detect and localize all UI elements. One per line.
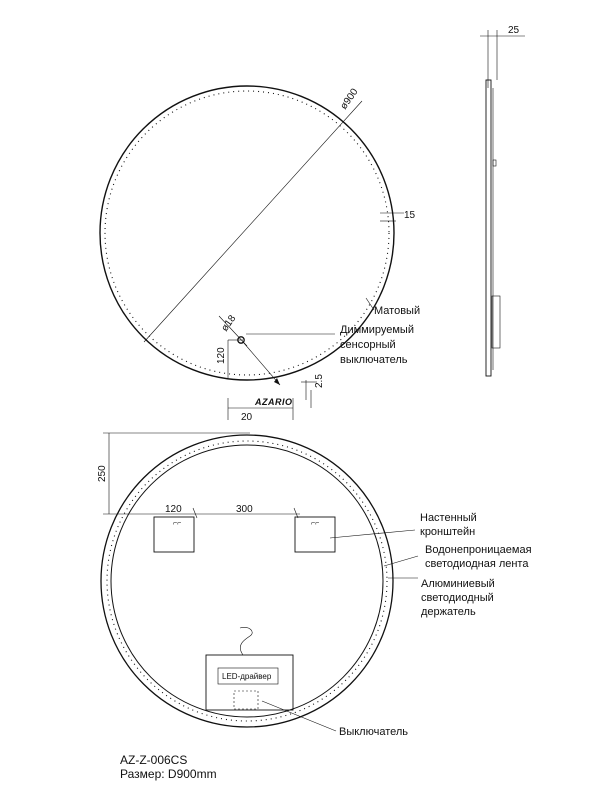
driver-cable (240, 627, 252, 655)
logo-arrow (243, 342, 280, 385)
dim-120-label: 120 (216, 347, 227, 364)
holder-label-3: держатель (421, 606, 476, 618)
side-mirror-profile (486, 80, 491, 376)
switch-label-line-3: выключатель (340, 354, 408, 366)
footer (120, 753, 217, 781)
strip-leader (384, 556, 418, 566)
front-view (100, 86, 420, 423)
diameter-line (144, 101, 362, 342)
side-view (480, 25, 525, 376)
switch-label-line-2: сенсорный (340, 339, 396, 351)
dim-bracket-tick-1 (193, 508, 197, 518)
dim-25-label: 2.5 (314, 374, 325, 388)
switch-rear-leader (262, 701, 336, 731)
strip-label-2: светодиодная лента (425, 558, 529, 570)
switch-rear-label: Выключатель (339, 726, 409, 738)
led-driver-label: LED-драйвер (222, 672, 272, 681)
switch-diameter-label: ø18 (219, 313, 239, 334)
side-bracket-top (493, 160, 496, 166)
frost-label: Матовый (374, 305, 421, 317)
strip-label-1: Водонепроницаемая (425, 544, 532, 556)
frost-leader (366, 298, 374, 310)
dim-bracket-tick-2 (294, 508, 298, 518)
side-depth-label: 25 (508, 25, 520, 36)
bracket-label-2: кронштейн (420, 526, 476, 538)
dim-300-label: 300 (236, 504, 253, 515)
dim-250-label: 250 (97, 465, 108, 482)
holder-label-2: светодиодный (421, 592, 494, 604)
bracket-right-mark: ⌐⌐ (311, 520, 320, 527)
dim-120-rear-label: 120 (165, 504, 182, 515)
brand-logo: AZARIO (255, 397, 293, 407)
rear-view (97, 433, 532, 738)
bracket-label-1: Настенный (420, 512, 477, 524)
rear-switch-box (234, 691, 258, 709)
led-driver-box (206, 655, 293, 710)
bracket-left-mark: ⌐⌐ (173, 520, 182, 527)
model-number: AZ-Z-006CS (120, 753, 188, 767)
holder-label-1: Алюминиевый (421, 578, 495, 590)
frost-width-label: 15 (404, 210, 416, 221)
bracket-leader (330, 530, 415, 538)
dim-20-label: 20 (241, 412, 253, 423)
switch-label-line-1: Диммируемый (340, 324, 414, 336)
rear-outer-circle (101, 435, 393, 727)
diameter-label: ø900 (338, 86, 361, 112)
size-label: Размер: D900mm (120, 767, 217, 781)
